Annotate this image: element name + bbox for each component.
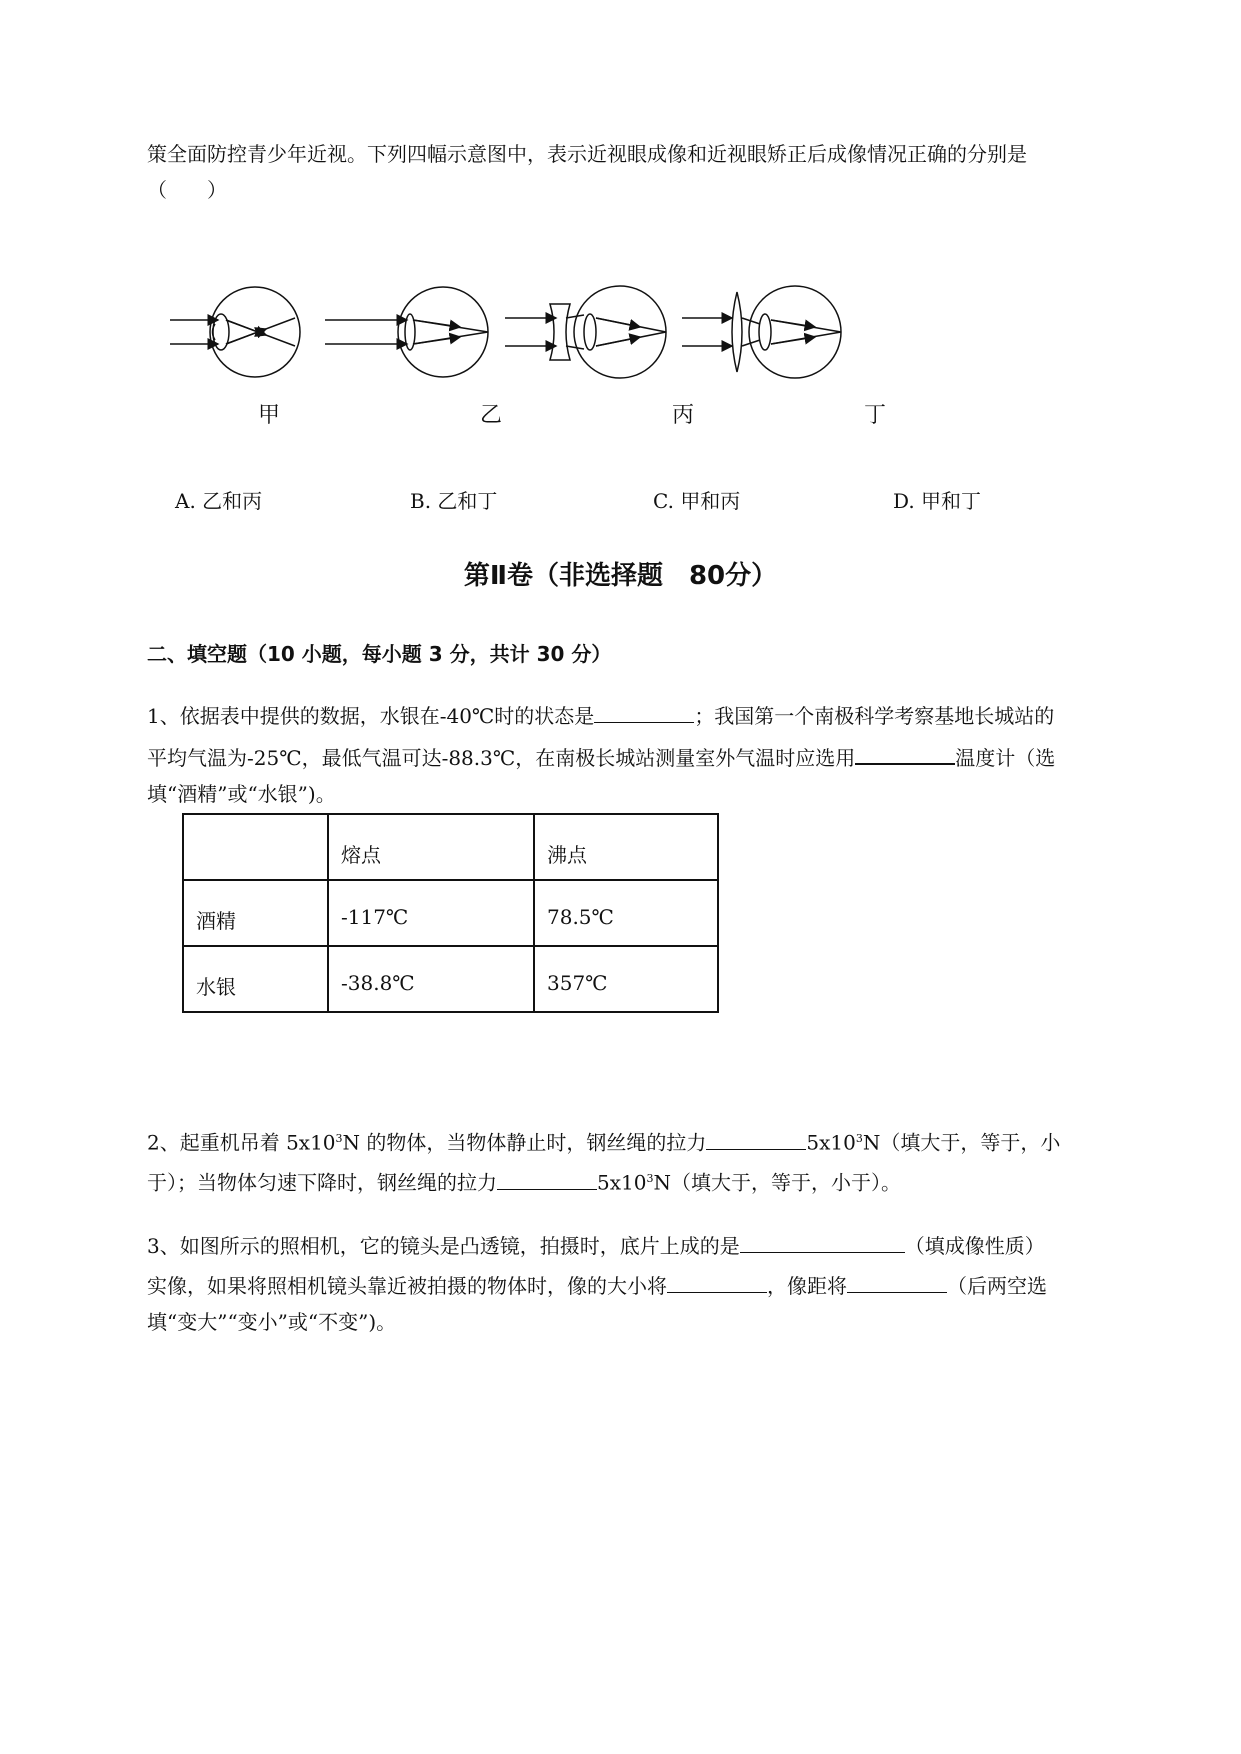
q3-blank-3[interactable] [847,1270,947,1293]
part-heading: 二、填空题（10 小题，每小题 3 分，共计 30 分） [147,642,612,666]
option-b-text: 乙和丁 [437,489,498,513]
q2-text-b: N 的物体，当物体静止时，钢丝绳的拉力 [342,1130,707,1155]
q1-line3: 填“酒精”或“水银”)。 [147,782,336,806]
table-cell: 357℃ [534,946,718,1012]
q1-text-a: 1、依据表中提供的数据，水银在-40℃时的状态是 [147,704,595,728]
q3-text-c: 实像，如果将照相机镜头靠近被拍摄的物体时，像的大小将 [147,1274,667,1298]
option-a[interactable] [175,485,262,514]
option-d[interactable] [893,485,981,514]
q3-line2 [147,1270,1047,1300]
eye-diagrams-svg [170,280,950,400]
q2-text-e: 于）；当物体匀速下降时，钢丝绳的拉力 [147,1170,497,1195]
q2-line1 [147,1125,1060,1157]
q1-text-c: 平均气温为-25℃，最低气温可达-88.3℃，在南极长城站测量室外气温时应选用 [147,746,856,770]
table-cell: 78.5℃ [534,880,718,946]
data-table [182,813,719,1013]
table-header-boiling: 沸点 [534,814,718,880]
section-title: 第Ⅱ卷（非选择题 80分） [463,561,778,591]
table-row [183,880,718,946]
q2-text-f: 5x10 [597,1170,647,1195]
figure-label-yi: 乙 [480,403,503,428]
table-cell: -38.8℃ [328,946,534,1012]
question-intro-line1: 策全面防控青少年近视。下列四幅示意图中，表示近视眼成像和近视眼矫正后成像情况正确的分别是 [147,142,1027,166]
option-a-text: 乙和丙 [202,489,263,513]
figure-label-ding: 丁 [864,403,887,428]
option-b-letter: B. [410,489,432,513]
table-cell [183,814,328,880]
option-a-letter: A. [175,489,196,513]
option-c-text: 甲和丙 [680,489,741,513]
eye-diagrams [170,280,950,440]
table-header-melting: 熔点 [328,814,534,880]
option-d-letter: D. [893,489,915,513]
q3-text-d: ，像距将 [767,1274,847,1298]
q2-text-d: N（填大于，等于，小 [862,1130,1061,1155]
figure-label-jia: 甲 [258,403,281,428]
eye-figure-jia [170,287,300,377]
answer-options [0,485,1241,515]
question-intro-line2: （ ） [147,178,227,202]
option-d-text: 甲和丁 [921,489,982,513]
table-cell: 酒精 [183,880,328,946]
eye-figure-ding [682,286,841,378]
q2-text-a: 2、起重机吊着 5x10 [147,1130,336,1155]
option-b[interactable] [410,485,497,514]
q2-text-c: 5x10 [806,1130,856,1155]
q2-blank-1[interactable] [706,1127,806,1150]
q3-text-a: 3、如图所示的照相机，它的镜头是凸透镜，拍摄时，底片上成的是 [147,1234,740,1258]
table-cell: -117℃ [328,880,534,946]
q2-exponent: 3 [335,1132,343,1145]
q2-exponent: 3 [646,1172,654,1185]
q3-blank-1[interactable] [740,1230,905,1253]
q1-line2 [147,741,1055,772]
q2-blank-2[interactable] [497,1167,597,1190]
q1-text-b: ；我国第一个南极科学考察基地长城站的 [694,704,1055,728]
eye-figure-bing [505,286,666,378]
q1-blank-2[interactable] [855,741,955,765]
q1-line1 [147,700,1054,730]
q2-exponent: 3 [855,1132,863,1145]
q2-text-g: N（填大于，等于，小于）。 [653,1170,901,1195]
figure-label-bing: 丙 [672,403,695,428]
table-row [183,946,718,1012]
q2-line2 [147,1165,901,1197]
q3-text-b: （填成像性质） [904,1234,1045,1258]
q3-blank-2[interactable] [667,1270,767,1293]
q3-line1 [147,1230,1045,1260]
eye-figure-yi [325,287,488,377]
q1-text-d: 温度计（选 [955,746,1056,770]
q1-blank-1[interactable] [594,700,694,723]
table-header-row [183,814,718,880]
q3-text-e: （后两空选 [947,1274,1047,1298]
table-cell: 水银 [183,946,328,1012]
option-c[interactable] [653,485,740,514]
option-c-letter: C. [653,489,674,513]
q3-line3: 填“变大”“变小”或“不变”)。 [147,1310,397,1334]
